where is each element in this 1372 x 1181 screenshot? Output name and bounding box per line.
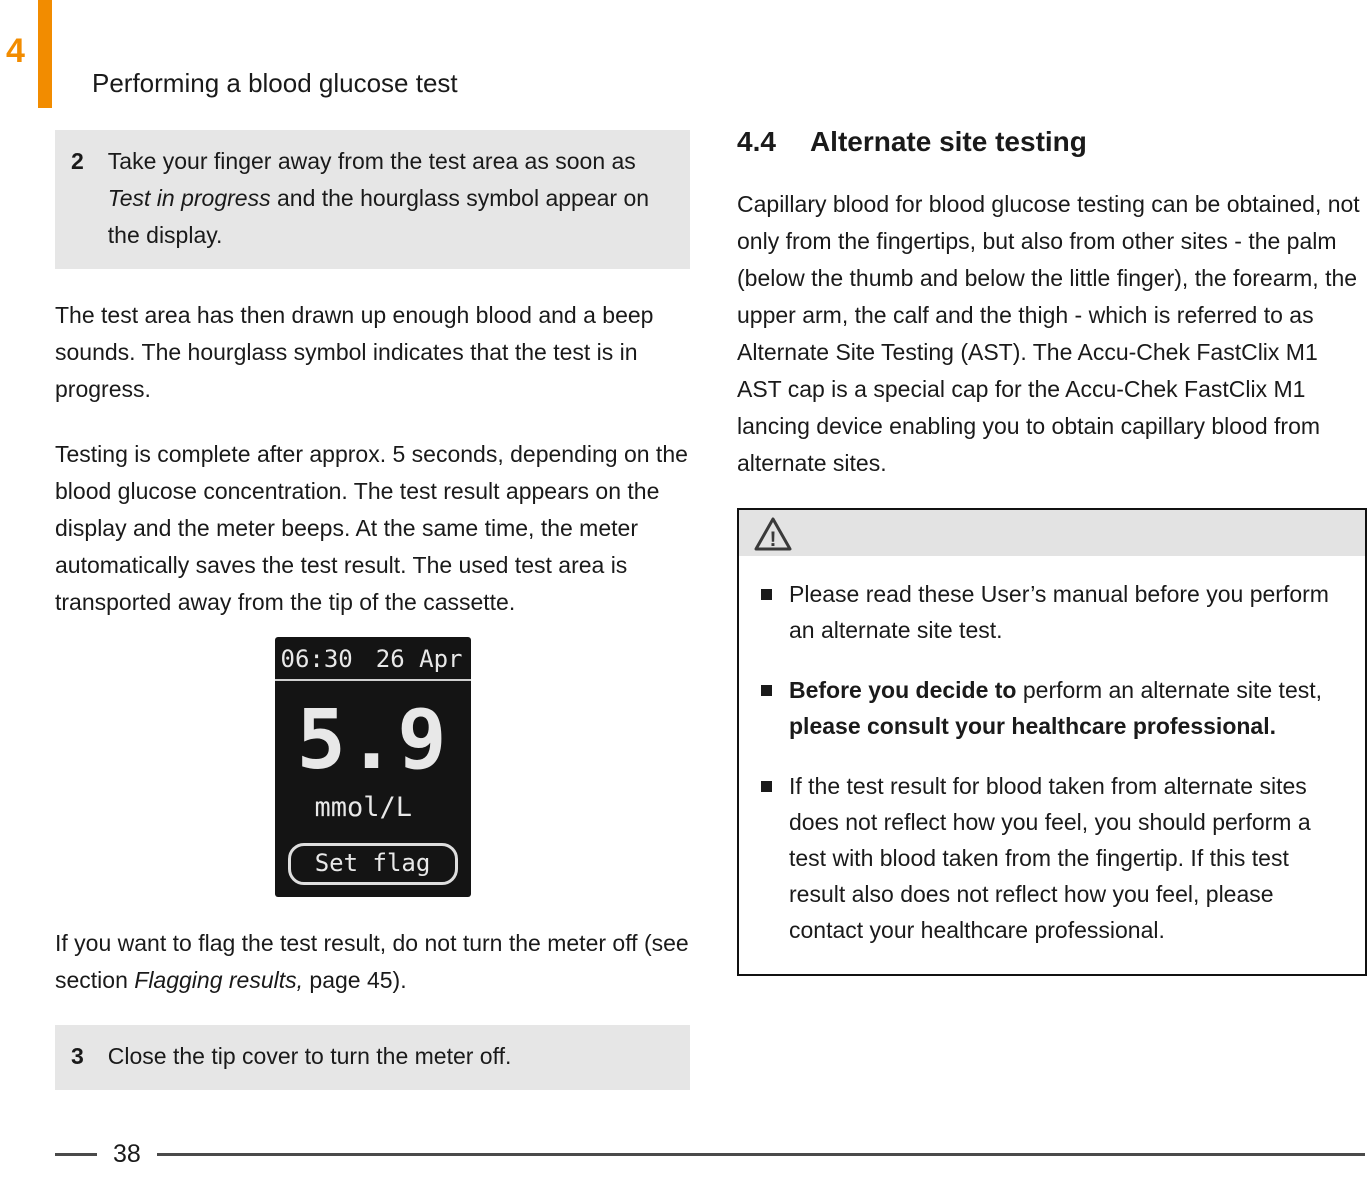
warning-consult-mid: perform an alternate site test, bbox=[1016, 677, 1323, 703]
meter-date: 26 Apr bbox=[375, 645, 463, 673]
warning-consult-bold2: please consult your healthcare professional. bbox=[789, 713, 1276, 739]
paragraph-testing-complete: Testing is complete after approx. 5 seconds, depending on the blood glucose concentration. The test result appears on the display and the meter beeps. At the same time, the meter automatically saves the test result. The used test area is transported away from the tip of the cassette. bbox=[55, 441, 688, 615]
footer-rule-left bbox=[55, 1153, 97, 1156]
warning-box bbox=[737, 508, 1367, 976]
warning-consult-bold1: Before you decide to bbox=[789, 677, 1017, 703]
step-box-3 bbox=[55, 1025, 690, 1090]
warning-item-read-manual bbox=[761, 576, 1345, 648]
meter-set-flag-button: Set flag bbox=[288, 843, 458, 885]
meter-display-header bbox=[275, 637, 471, 681]
section-title: Alternate site testing bbox=[809, 126, 1087, 157]
paragraph-flag-post: page 45). bbox=[303, 967, 407, 993]
bullet-square-icon bbox=[761, 781, 772, 792]
meter-result-value: 5.9 bbox=[296, 693, 448, 788]
paragraph-ast-intro: Capillary blood for blood glucose testing can be obtained, not only from the fingertips, but also from other sites - the palm (below the thumb and below the little finger), the forearm, the upper arm, the calf and the thigh - which is referred to as Alternate Site Testing (AST). The Accu-Chek FastClix M1 AST cap is a special cap for the Accu-Chek FastClix M1 lancing device enabling you to obtain capillary blood from alternate sites. bbox=[737, 191, 1360, 476]
warning-item-text bbox=[789, 672, 1345, 744]
paragraph-flag-pre: If you want to flag the test result, do not turn the meter off (see section bbox=[55, 930, 689, 993]
warning-item-fingertip bbox=[761, 768, 1345, 948]
bullet-square-icon bbox=[761, 589, 772, 600]
warning-triangle-icon bbox=[753, 516, 793, 557]
chapter-accent-bar bbox=[38, 0, 52, 108]
step-2-text-pre: Take your finger away from the test area as soon as bbox=[107, 148, 636, 174]
paragraph-flag-result bbox=[55, 925, 690, 999]
svg-text:!: ! bbox=[769, 528, 777, 551]
step-2-text-post: and the hourglass symbol appear on the display. bbox=[107, 185, 650, 248]
right-column bbox=[737, 122, 1367, 976]
section-number: 4.4 bbox=[737, 126, 776, 157]
section-heading bbox=[737, 126, 1367, 158]
step-number: 2 bbox=[71, 148, 84, 174]
paragraph-test-area: The test area has then drawn up enough blood and a beep sounds. The hourglass symbol indicates that the test is in progress. bbox=[55, 302, 654, 402]
paragraph-flag-italic: Flagging results, bbox=[134, 967, 304, 993]
left-column bbox=[55, 130, 690, 1090]
meter-time: 06:30 bbox=[280, 645, 353, 673]
step-3-text: Close the tip cover to turn the meter off. bbox=[107, 1043, 512, 1069]
page-header-title: Performing a blood glucose test bbox=[92, 68, 458, 98]
meter-result-unit: mmol/L bbox=[314, 792, 413, 823]
chapter-number: 4 bbox=[6, 32, 25, 70]
warning-list bbox=[739, 556, 1365, 974]
warning-item-text: Please read these User’s manual before you perform an alternate site test. bbox=[789, 581, 1329, 643]
warning-header-band bbox=[739, 510, 1365, 556]
bullet-square-icon bbox=[761, 685, 772, 696]
step-2-text-italic: Test in progress bbox=[107, 185, 271, 211]
step-number: 3 bbox=[71, 1043, 84, 1069]
warning-item-consult bbox=[761, 672, 1345, 744]
warning-item-text: If the test result for blood taken from alternate sites does not reflect how you feel, you should perform a test with blood taken from the fingertip. If this test result also does not reflect how you feel, please contact your healthcare professional. bbox=[789, 773, 1311, 943]
page-number: 38 bbox=[113, 1140, 141, 1168]
footer-rule-right bbox=[157, 1153, 1365, 1156]
step-box-2 bbox=[55, 130, 690, 269]
step-2-text bbox=[108, 143, 672, 254]
meter-display-image bbox=[275, 637, 471, 897]
page-footer bbox=[55, 1140, 1365, 1169]
